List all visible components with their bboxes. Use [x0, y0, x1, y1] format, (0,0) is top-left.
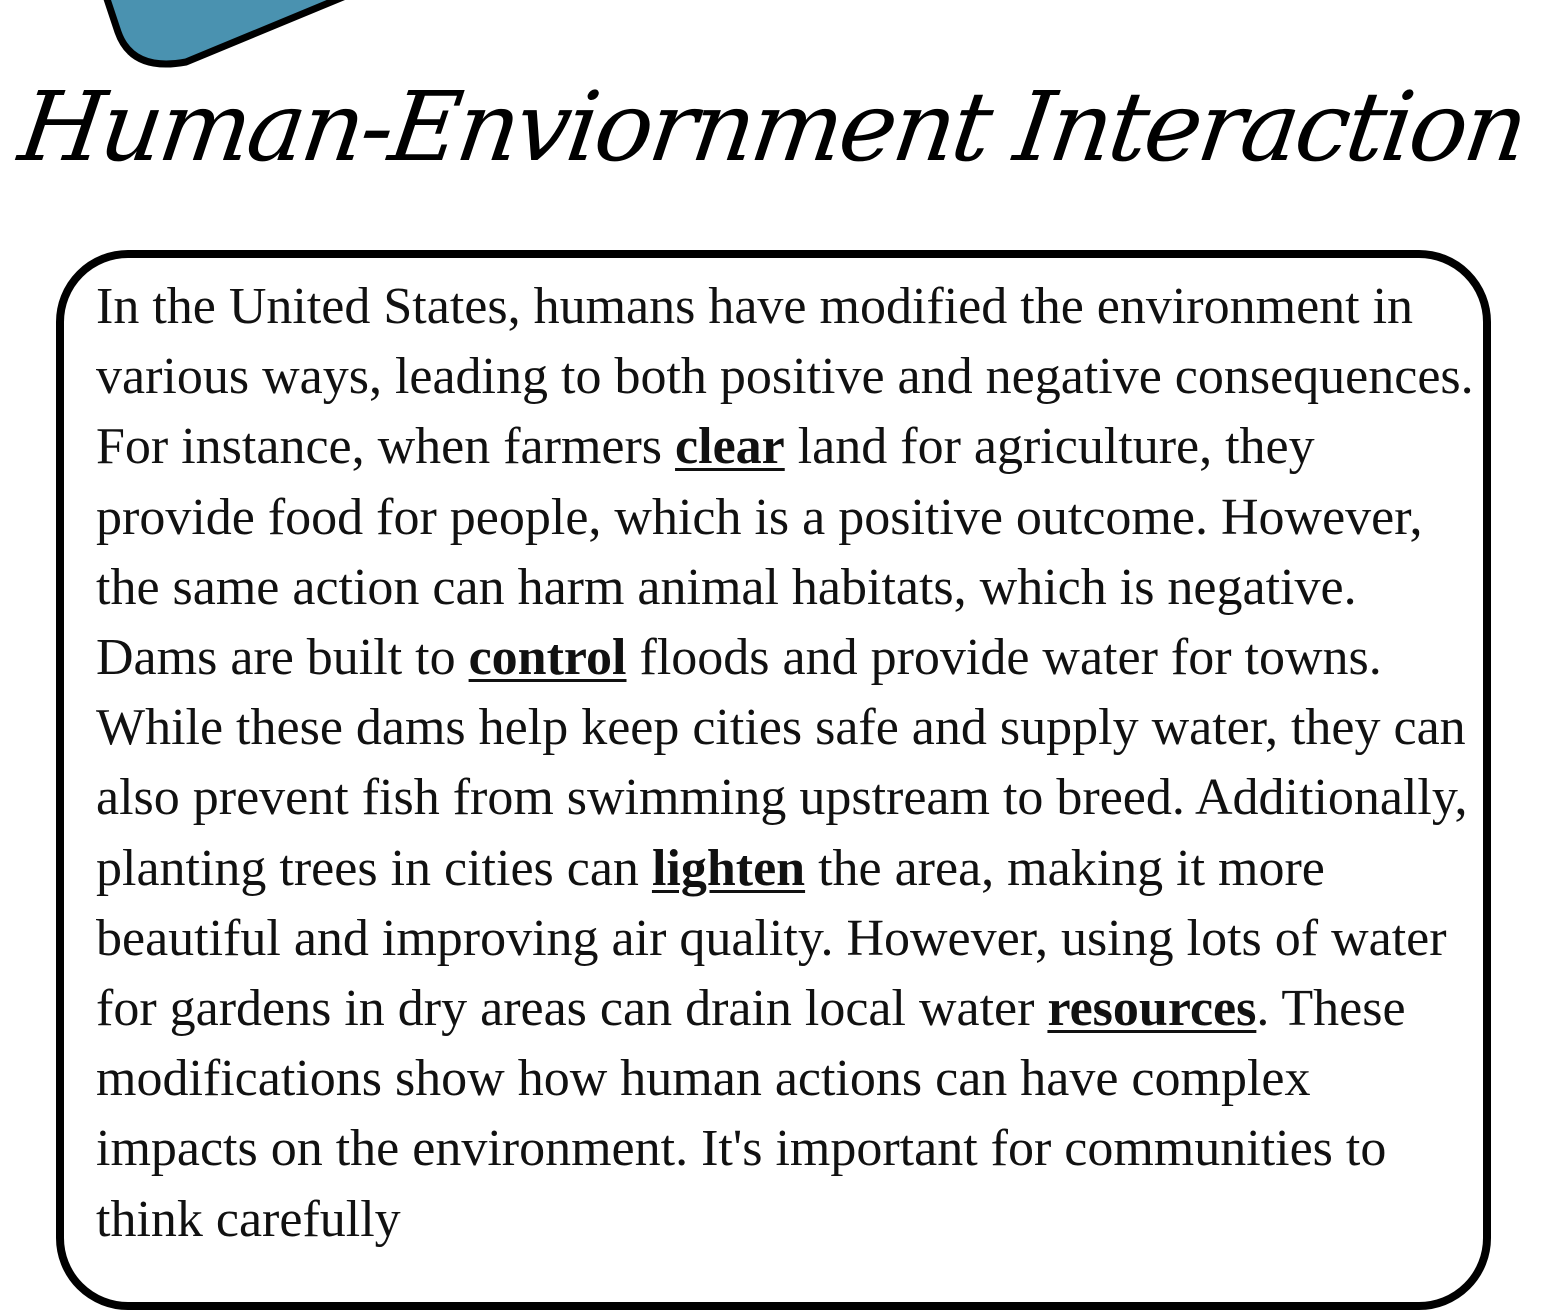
passage-segment: . These modifications show how human actions can have complex impacts on the environment. It's important for communities to think carefully	[96, 980, 1419, 1248]
passage-segment: floods and provide water for towns. While these dams help keep cities safe and supply water, they can also prevent fish from swimming upstream to breed. Additionally, planting trees in cities can	[96, 629, 1481, 897]
passage-text	[96, 272, 1487, 1255]
vocab-word-control: control	[468, 629, 627, 687]
page-title: Human-Enviornment Interaction	[13, 71, 1532, 183]
passage-segment: the area, making it more beautiful and improving air quality. However, using lots of water for gardens in dry areas can drain local water	[96, 839, 1460, 1038]
passage-segment: In the United States, humans have modified the environment in various ways, leading to both positive and negative consequences. For instance, when farmers	[96, 278, 1487, 476]
vocab-word-clear: clear	[675, 418, 785, 476]
vocab-word-lighten: lighten	[651, 839, 806, 897]
vocab-word-resources: resources	[1047, 980, 1257, 1038]
passage-segment: land for agriculture, they provide food for people, which is a positive outcome. However, the same action can harm animal habitats, which is negative. Dams are built to	[96, 418, 1436, 687]
